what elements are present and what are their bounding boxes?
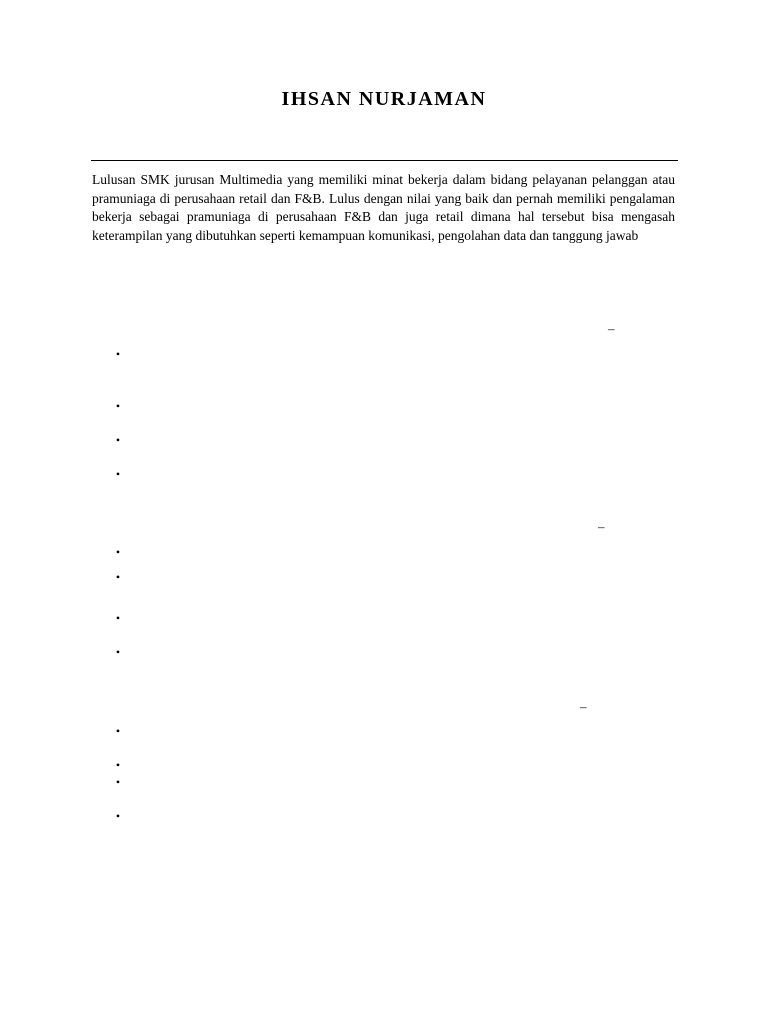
section-2-dash: – [598,519,605,534]
section-2-bullet: • [115,645,121,659]
section-2-bullet: • [115,545,121,559]
section-1-bullet: • [115,347,121,361]
section-3-bullet: • [115,775,121,789]
section-2-bullet: • [115,611,121,625]
section-3-bullet: • [115,809,121,823]
section-2-bullet: • [115,570,121,584]
section-1-dash: – [608,321,615,336]
section-1-bullet: • [115,399,121,413]
section-1-bullet: • [115,467,121,481]
page-title: IHSAN NURJAMAN [281,88,487,110]
divider-line [91,160,678,161]
section-3-bullet: • [115,724,121,738]
section-3-dash: – [580,699,587,714]
section-1-bullet: • [115,433,121,447]
summary-paragraph: Lulusan SMK jurusan Multimedia yang memiliki minat bekerja dalam bidang pelayanan pelanggan atau pramuniaga di perusahaan retail dan F&B. Lulus dengan nilai yang baik dan pernah memiliki pengalaman bekerja sebagai pramuniaga di perusahaan F&B dan juga retail dimana hal tersebut bisa mengasah keterampilan yang dibutuhkan seperti kemampuan komunikasi, pengolahan data dan tanggung jawab [92,172,675,243]
section-3-bullet: • [115,758,121,772]
